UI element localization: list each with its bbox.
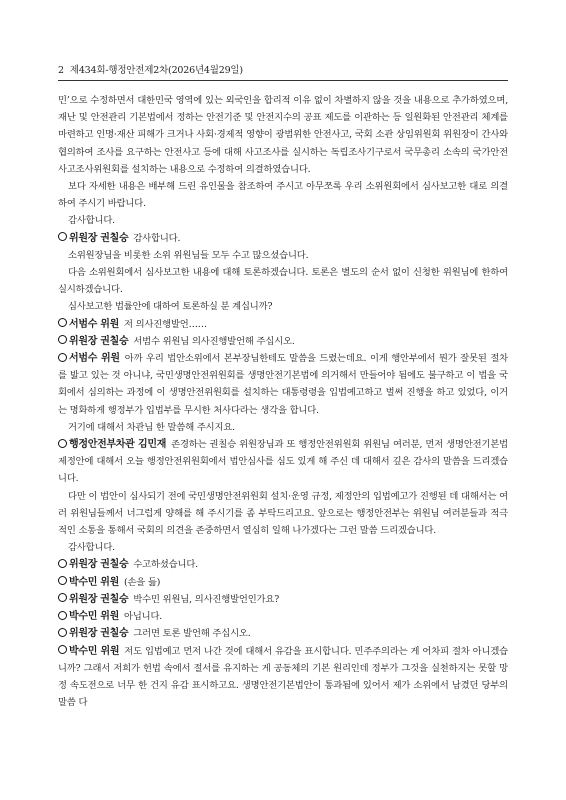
speech-text: 저 의사진행발언…… xyxy=(123,318,207,330)
speech xyxy=(58,608,508,625)
paragraph: 다만 이 법안이 심사되기 전에 국민생명안전위원회 설치·운영 규정, 제정안의 입법예고가 진행된 데 대해서는 여러 위원님들께서 너그럽게 양해를 해 주시기를 좀 부탁드리고요. 앞으로는 행정안전부는 위원님 여러분들과 적극적인 소통을 통해서 국회의 의견을 존중하면서 열심히 일해 나가겠다는 그런 말씀 드리겠습니다. xyxy=(58,490,508,537)
speech-text: 저도 입법예고 먼저 나간 것에 대해서 유감을 표시합니다. 민주주의라는 게 어차피 절차 아니겠습니까? 그래서 저희가 헌법 속에서 절서를 유지하는 게 공동체의 기본 원리인데 정부가 그것을 실천하지는 못할 망정 속도전으로 너무 한 건지 유감 표시하고요. 생명안전기본법안이 통과됨에 있어서 제가 소위에서 남겼던 당부의 말씀 다 xyxy=(58,645,509,709)
speaker-name: 위원장 권칠승 xyxy=(58,233,128,244)
speech-text: 그러면 토론 발언해 주십시오. xyxy=(133,628,251,640)
speech xyxy=(58,574,508,591)
minutes-body xyxy=(58,92,508,711)
speech-text: (손을 듦) xyxy=(123,576,161,588)
speech-text: 박수민 위원님, 의사진행발언인가요? xyxy=(133,593,280,605)
paragraph: 감사합니다. xyxy=(68,215,115,227)
speech xyxy=(58,436,508,488)
speaker-name: 위원장 권칠승 xyxy=(58,594,128,605)
speech xyxy=(58,333,508,350)
speaker-name: 서범수 위원 xyxy=(58,353,120,364)
speech xyxy=(58,556,508,573)
paragraph: 심사보고한 법률안에 대하여 토론하실 분 계십니까? xyxy=(68,301,273,313)
speech-text: 감사합니다. xyxy=(133,232,181,244)
paragraph: 다음 소위원회에서 심사보고한 내용에 대해 토론하겠습니다. 토론은 별도의 순서 없이 신청한 위원님에 한하여 실시하겠습니다. xyxy=(58,267,508,296)
speech xyxy=(58,643,508,712)
speaker-name: 박수민 위원 xyxy=(58,611,119,622)
speech xyxy=(58,591,508,608)
page-header xyxy=(58,62,508,76)
header-rule xyxy=(58,80,508,81)
speaker-name: 박수민 위원 xyxy=(58,577,119,588)
speaker-name: 위원장 권칠승 xyxy=(58,336,128,347)
speech xyxy=(58,625,508,642)
speaker-name: 서범수 위원 xyxy=(58,319,119,330)
paragraph: 소위원장님을 비롯한 소위 위원님들 모두 수고 많으셨습니다. xyxy=(68,249,309,261)
speaker-name: 위원장 권칠승 xyxy=(58,628,128,639)
speaker-name: 행정안전부차관 김민재 xyxy=(58,439,166,450)
speech-text: 아닙니다. xyxy=(123,611,163,623)
speaker-name: 위원장 권칠승 xyxy=(58,559,128,570)
speech xyxy=(58,316,508,333)
speech-text: 수고하셨습니다. xyxy=(133,559,198,571)
speaker-name: 박수민 위원 xyxy=(58,646,119,657)
paragraph: 보다 자세한 내용은 배부해 드린 유인물을 참조하여 주시고 아무쪼록 우리 소위원회에서 심사보고한 대로 의결하여 주시기 바랍니다. xyxy=(58,181,508,210)
session-info: 제434회-행정안전제2차(2026년4월29일) xyxy=(69,65,243,76)
speech-text: 존경하는 권칠승 위원장님과 또 행정안전위원회 위원님 여러분, 먼저 생명안전기본법 제정안에 대해서 오늘 행정안전위원회에서 법안심사를 심도 있게 해 주신 데 대해서 깊은 감사의 말씀을 드리겠습니다. xyxy=(58,439,508,485)
paragraph: 민’으로 수정하면서 대한민국 영역에 있는 외국인을 합리적 이유 없이 차별하지 않을 것을 내용으로 추가하였으며, 재난 및 안전관리 기본법에서 정하는 안전기준 및 안전지수의 공표 제도를 이관하는 등 일원화된 안전관리 체계를 마련하고 인명·재산 피해가 크거나 사회·경제적 영향이 광범위한 안전사고, 국회 소관 상임위원회 위원장이 간사와 협의하여 조사를 요구하는 안전사고 등에 대해 사고조사를 실시하는 독립조사기구로서 국무총리 소속의 국가안전사고조사위원회를 설치하는 내용으로 수정하여 의결하였습니다. xyxy=(58,95,508,175)
paragraph: 거기에 대해서 차관님 한 말씀해 주시지요. xyxy=(68,421,235,433)
speech xyxy=(58,230,508,247)
paragraph: 감사합니다. xyxy=(68,542,115,554)
speech xyxy=(58,350,508,419)
speech-text: 서범수 위원님 의사진행발언해 주십시오. xyxy=(133,335,295,347)
page-number: 2 xyxy=(58,65,64,76)
speech-text: 아까 우리 법안소위에서 본부장님한테도 말씀을 드렸는데요. 이게 행안부에서 뭔가 잘못된 절차를 밟고 있는 것 아니냐, 국민생명안전위원회를 생명안전기본법에 의거해서 만들어야 됨에도 불구하고 이 법을 국회에서 심의하는 과정에 이 생명안전위원회를 설치하는 대통령령을 입법예고하고 벌써 진행을 하고 있었다, 이거는 명화하게 행정부가 입법부를 무시한 처사다라는 생각을 합니다. xyxy=(58,353,508,416)
